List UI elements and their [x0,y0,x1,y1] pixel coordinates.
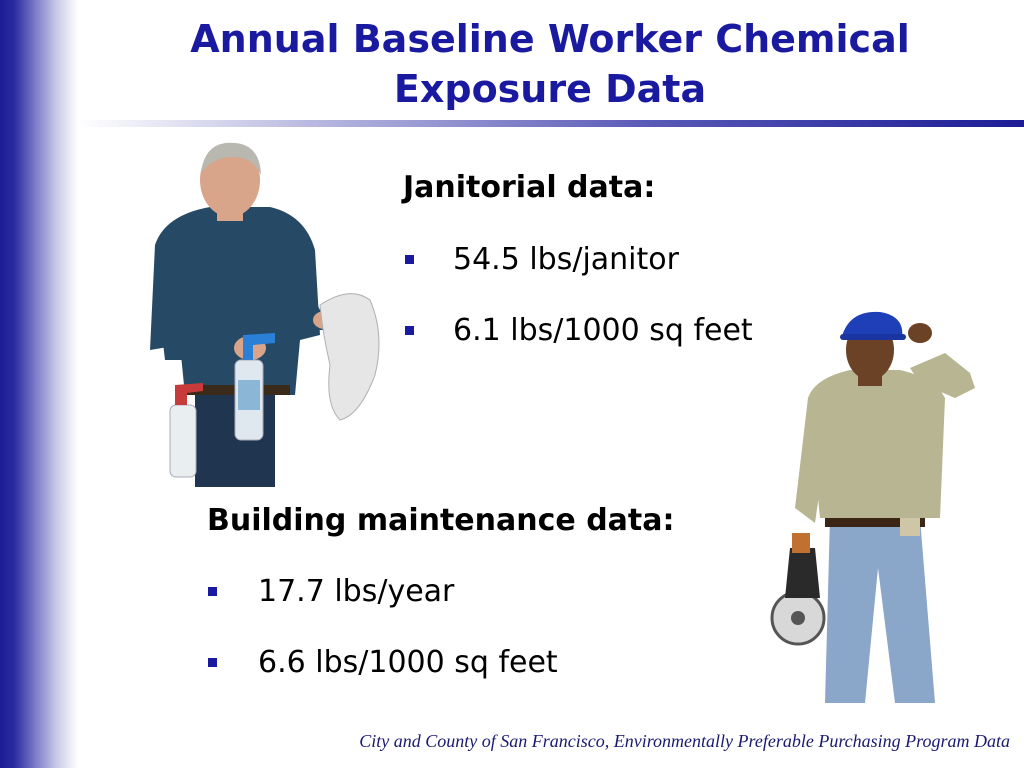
title-underline-rule [78,120,1024,127]
bullet-square-icon [405,326,414,335]
list-item [208,645,628,685]
maintenance-item-1: 17.7 lbs/year [258,574,455,609]
janitorial-item-1: 54.5 lbs/janitor [453,242,679,277]
bullet-square-icon [208,587,217,596]
janitor-photo [135,135,395,487]
janitorial-heading: Janitorial data: [403,170,656,205]
maintenance-worker-photo [770,308,985,703]
janitorial-item-2: 6.1 lbs/1000 sq feet [453,313,753,348]
list-item [405,242,805,282]
title-line-1: Annual Baseline Worker Chemical [190,17,910,61]
maintenance-heading: Building maintenance data: [207,503,675,538]
list-item [208,574,508,614]
left-gradient-band [0,0,78,768]
source-footer: City and County of San Francisco, Environmentally Preferable Purchasing Program Data [359,731,1010,751]
list-item [405,313,825,353]
bullet-square-icon [405,255,414,264]
slide-title [100,14,1000,114]
bullet-square-icon [208,658,217,667]
maintenance-item-2: 6.6 lbs/1000 sq feet [258,645,558,680]
title-line-2: Exposure Data [393,67,707,111]
